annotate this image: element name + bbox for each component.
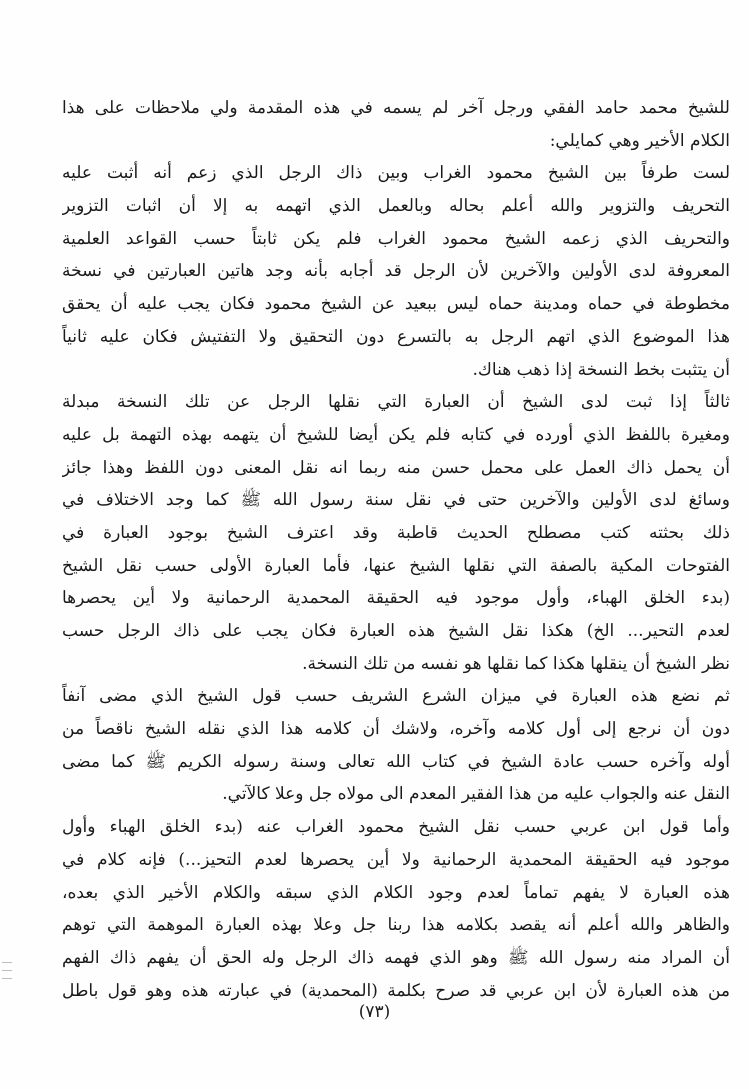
- text-line: نظر الشيخ أن ينقلها هكذا كما نقلها هو نفسه من تلك النسخة.: [302, 653, 730, 674]
- text-line: أن يتثبت بخط النسخة إذا ذهب هناك.: [472, 359, 730, 380]
- text-line: موجود فيه الحقيقة المحمدية الرحمانية ولا أين يحصرها لعدم التحيز...) فإنه كلام في: [62, 849, 730, 870]
- text-line: دون أن نرجع إلى أول كلامه وآخره، ولاشك أن كلامه هذا الذي نقله الشيخ ناقصاً من: [62, 719, 730, 740]
- text-line: أن المراد منه رسول الله ﷺ وهو الذي فهمه ذاك الرجل وله الحق أن يفهم ذاك الفهم: [62, 947, 730, 968]
- text-line: الفتوحات المكية بالصفة التي نقلها الشيخ عنها، فأما العبارة الأولى حسب نقل الشيخ: [62, 555, 730, 576]
- text-line: لست طرفاً بين الشيخ محمود الغراب وبين ذاك الرجل الذي زعم أنه أثبت عليه: [62, 163, 730, 184]
- text-line: التحريف والتزوير والله أعلم بحاله وبالعمل الذي اتهمه به إلا أن اثبات التزوير: [62, 196, 730, 217]
- text-line: ثالثاً إذا ثبت لدى الشيخ أن العبارة التي نقلها الرجل عن تلك النسخة مبدلة: [62, 392, 730, 413]
- text-line: من هذه العبارة لأن ابن عربي قد صرح بكلمة (المحمدية) في عبارته هذه وهو قول باطل: [62, 980, 730, 1001]
- scan-edge-mark: [2, 978, 12, 979]
- text-line: المعروفة لدى الأولين والآخرين لأن الرجل قد أجابه بأنه وجد هاتين العبارتين في نسخة: [62, 261, 730, 282]
- text-line: ومغيرة باللفظ الذي أورده في كتابه فلم يكن أيضا للشيخ أن يتهمه بهذه التهمة بل عليه: [62, 424, 730, 445]
- text-line: مخطوطة في حماه ومدينة حماه ليس ببعيد عن الشيخ محمود فكان يجب عليه أن يحقق: [62, 294, 730, 315]
- page-number: (٧٣): [358, 1002, 391, 1022]
- text-line: ذلك بحثته كتب مصطلح الحديث قاطبة وقد اعترف الشيخ بوجود العبارة في: [62, 522, 730, 543]
- text-line: أوله وآخره حسب عادة الشيخ في كتاب الله تعالى وسنة رسوله الكريم ﷺ كما مضى: [62, 751, 730, 772]
- text-line: النقل عنه والجواب عليه من هذا الفقير المعدم الى مولاه جل وعلا كالآتي.: [222, 784, 730, 805]
- text-line: والظاهر والله أعلم أنه يقصد بكلامه هذا ربنا جل وعلا بهذه العبارة الموهمة التي توهم: [62, 915, 730, 936]
- text-line: لعدم التحير... الخ) هكذا نقل الشيخ هذه العبارة فكان يجب على ذاك الرجل حسب: [62, 621, 730, 641]
- text-line: وسائغ لدى الأولين والآخرين حتى في نقل سنة رسول الله ﷺ كما وجد الاختلاف في: [62, 490, 730, 511]
- scan-edge-mark: [2, 962, 12, 963]
- text-line: الكلام الأخير وهي كمايلي:: [549, 130, 730, 151]
- text-line: هذا الموضوع الذي اتهم الرجل به بالتسرع دون التحقيق ولا التفتيش فكان عليه ثانياً: [62, 326, 730, 347]
- text-line: ثم نضع هذه العبارة في ميزان الشرع الشريف حسب قول الشيخ الذي مضى آنفاً: [62, 686, 730, 707]
- text-line: وأما قول ابن عربي حسب نقل الشيخ محمود الغراب عنه (بدء الخلق الهباء وأول: [62, 817, 730, 838]
- text-line: أن يحمل ذاك العمل على محمل حسن منه ربما انه نقل المعنى دون اللفظ وهذا جائز: [62, 457, 730, 478]
- text-line: للشيخ محمد حامد الفقي ورجل آخر لم يسمه في هذه المقدمة ولي ملاحظات على هذا: [62, 98, 730, 118]
- scan-edge-mark: [2, 970, 12, 971]
- text-line: هذه العبارة لا يفهم تماماً لعدم وجود الكلام الذي سبقه والكلام الأخير الذي بعده،: [62, 882, 730, 903]
- body-text: [62, 92, 730, 1007]
- text-line: (بدء الخلق الهباء، وأول موجود فيه الحقيقة المحمدية الرحمانية ولا أين يحصرها: [62, 588, 730, 609]
- text-line: والتحريف الذي زعمه الشيخ محمود الغراب فلم يكن ثابتاً حسب القواعد العلمية: [62, 228, 730, 249]
